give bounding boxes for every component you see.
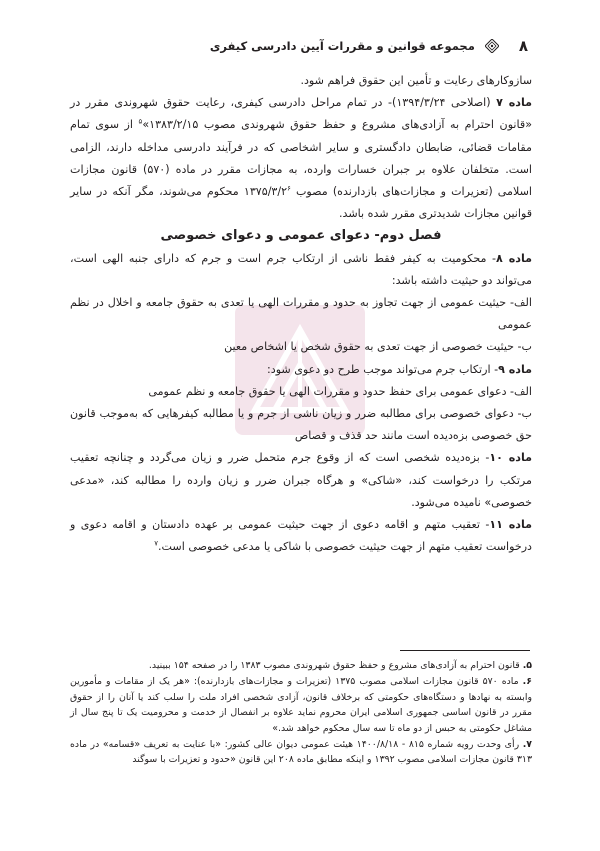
page-number: ۸ xyxy=(518,37,528,55)
footnote-divider xyxy=(400,650,530,651)
paragraph-continuation: سازوکارهای رعایت و تأمین این حقوق فراهم شود. xyxy=(300,74,532,87)
footnotes xyxy=(70,658,532,769)
article-8: ماده ۸- محکومیت به کیفر فقط ناشی از ارتکاب جرم است و جرم که دارای جنبه الهی است، می‌تواند دو حیثیت داشته باشد: xyxy=(70,251,533,287)
footnote-ref-5: ۵ xyxy=(138,117,143,126)
footnote-ref-6: ۶ xyxy=(287,184,291,193)
article-8-clause-alef: الف- حیثیت عمومی از جهت تجاوز به حدود و مقررات الهی یا تعدی به حقوق جامعه و اخلال در نظم عمومی xyxy=(70,296,532,332)
article-10: ماده ۱۰- بزه‌دیده شخصی است که از وقوع جرم متحمل ضرر و زیان می‌گردد و چنانچه تعقیب مرتکب را درخواست کند، «شاکی» و هرگاه جبران ضرر و زیان وارده را مطالبه کند، «مدعی خصوصی» نامیده می‌شود. xyxy=(70,451,532,509)
article-7: ماده ۷ (اصلاحی ۱۳۹۴/۳/۲۴)- در تمام مراحل دادرسی کیفری، رعایت حقوق شهروندی مقرر در «قانون احترام به آزادی‌های مشروع و حفظ حقوق شهروندی مصوب ۱۳۸۳/۲/۱۵»$^۵$ از سوی تمام مقامات قضائی، ضابطان دادگستری و سایر اشخاصی که در فرآیند دادرسی مداخله دارند، الزامی است. متخلفان علاوه بر جبران خسارات وارده، به مجازات مقرر در ماده (۵۷۰) قانون مجازات اسلامی (تعزیرات و مجازات‌های بازدارنده) مصوب $۱۳۷۵/۳/۲^۶$ محکوم می‌شوند، مگر آنکه در سایر قوانین مجازات شدیدتری مقرر شده باشد. xyxy=(70,96,532,221)
article-11-label: ماده ۱۱ xyxy=(489,518,532,532)
article-10-label: ماده ۱۰ xyxy=(489,451,532,465)
article-9-label: ماده ۹ xyxy=(498,362,532,376)
diamond-ornament-icon xyxy=(485,39,499,53)
footnote-ref-7: ۷ xyxy=(154,539,159,548)
article-7-label: ماده ۷ xyxy=(496,96,532,110)
article-11: ماده ۱۱- تعقیب متهم و اقامه دعوی از جهت حیثیت عمومی بر عهده دادستان و اقامه دعوی و درخواست تعقیب متهم از جهت حیثیت خصوصی با شاکی یا مدعی خصوصی است.$^۷$ xyxy=(70,518,532,554)
article-9: ماده ۹- ارتکاب جرم می‌تواند موجب طرح دو دعوی شود: xyxy=(267,362,532,376)
page-header xyxy=(72,34,528,58)
article-8-label: ماده ۸ xyxy=(496,251,533,265)
running-title: مجموعه قوانین و مقررات آیین دادرسی کیفری xyxy=(209,39,475,53)
article-8-clause-be: ب- حیثیت خصوصی از جهت تعدی به حقوق شخص یا اشخاص معین xyxy=(224,340,532,354)
article-9-clause-alef: الف- دعوای عمومی برای حفظ حدود و مقررات الهی یا حقوق جامعه و نظم عمومی xyxy=(148,384,532,398)
chapter-heading: فصل دوم- دعوای عمومی و دعوای خصوصی xyxy=(160,228,442,244)
footnote-5: ۵. قانون احترام به آزادی‌های مشروع و حفظ حقوق شهروندی مصوب ۱۳۸۳ را در صفحه ۱۵۴ ببینید. xyxy=(148,660,532,671)
main-text xyxy=(70,70,532,558)
footnote-6: ۶. ماده ۵۷۰ قانون مجازات اسلامی مصوب ۱۳۷۵ (تعزیرات و مجازات‌های بازدارنده): «هر یک از مقامات و مأمورین وابسته به نهادها و دستگاه‌های حکومتی که برخلاف قانون، آزادی شخصی افراد ملت را سلب کند یا آنان را از حقوق مقرر در قانون اساسی جمهوری اسلامی ایران محروم نماید علاوه بر انفصال از خدمت و محرومیت یک تا پنج سال از مشاغل حکومتی به حبس از دو ماه تا سه سال محکوم خواهد شد.» xyxy=(70,676,532,734)
article-9-clause-be: ب- دعوای خصوصی برای مطالبه ضرر و زیان ناشی از جرم و یا مطالبه کیفرهایی که به‌موجب قانون حق خصوصی بزه‌دیده است مانند حد قذف و قصاص xyxy=(70,407,532,443)
footnote-7: ۷. رأی وحدت رویه شماره ۸۱۵ - ۱۴۰۰/۸/۱۸ هیئت عمومی دیوان عالی کشور: «با عنایت به تعریف «قسامه» در ماده ۳۱۳ قانون مجازات اسلامی مصوب ۱۳۹۲ و اینکه مطابق ماده ۲۰۸ این قانون «حدود و تعزیرات با سوگند xyxy=(70,739,533,766)
